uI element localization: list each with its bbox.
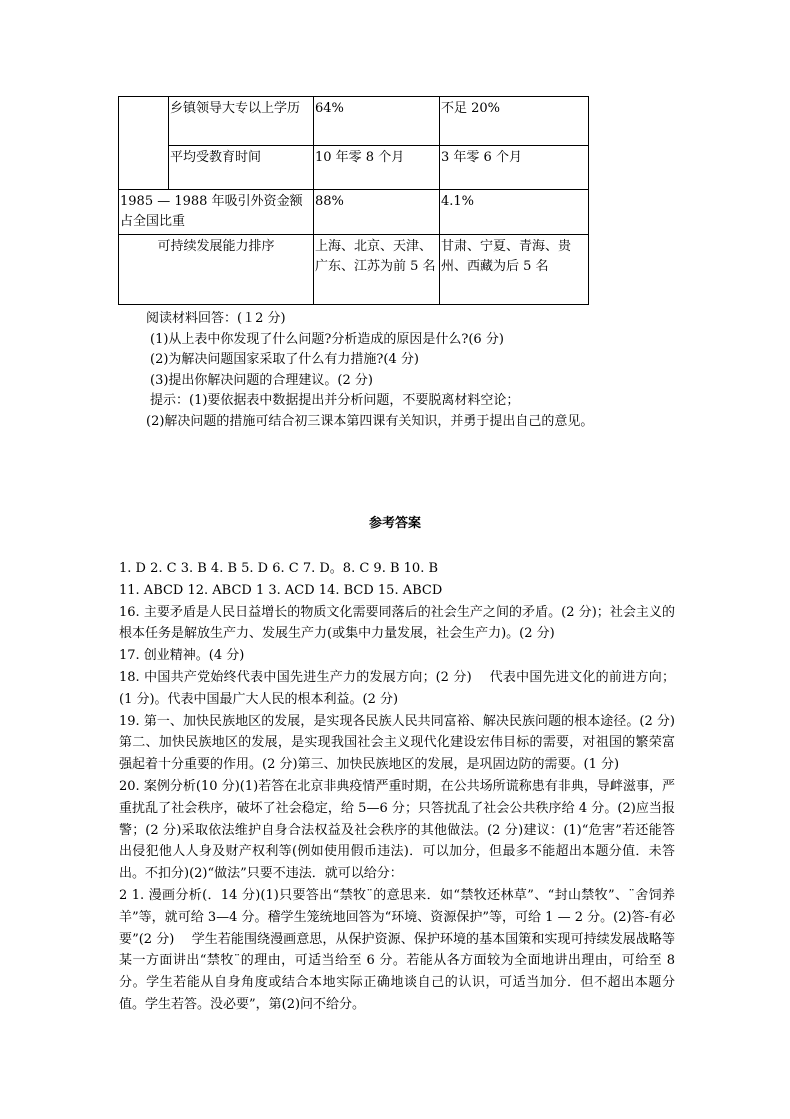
answers-title: 参考答案: [368, 516, 421, 531]
table-row: [119, 235, 589, 305]
table-cell-value-a: 10 年零 8 个月: [314, 146, 440, 190]
table-cell-item: 乡镇领导大专以上学历: [169, 97, 314, 146]
questions-lead: 阅读材料回答：(１2 分): [146, 311, 286, 326]
table-cell-value-b: 甘肃、宁夏、青海、贵州、西藏为后 5 名: [440, 235, 589, 305]
questions-block: [146, 309, 666, 432]
answer-line: 2 1. 漫画分析(．14 分)(1)只要答出“禁牧¨的意思来．如“禁牧还林草”、“封山禁牧”、¨舍饲养羊”等，就可给 3—4 分。稽学生笼统地回答为“环境、资源保护”等，可给 1 — 2 分。(2)答-有必要”(2 分) 学生若能围绕漫画意思，从保护资源、保护环境的基本国策和实现可持续发展战略等某一方面讲出“禁牧¨的理由，可适当给至 6 分。若能从各方面较为全面地讲出理由，可给至 8 分。学生若能从自身角度或结合本地实际正确地谈自己的认识，可适当加分．但不超出本题分值。学生若答。没必要”，第(2)问不给分。: [119, 887, 675, 1012]
table-cell-value-a: 上海、北京、天津、广东、江苏为前 5 名: [314, 235, 440, 305]
answer-line: 16. 主要矛盾是人民日益增长的物质文化需要同落后的社会生产之间的矛盾。(2 分)；社会主义的根本任务是解放生产力、发展生产力(或集中力量发展，社会生产力)。(2 分): [119, 604, 675, 642]
table-cell-value-a: 64%: [314, 97, 440, 146]
data-table: [118, 96, 589, 305]
table-row: [119, 146, 589, 190]
table-cell-value-b: 不足 20%: [440, 97, 589, 146]
answer-line: 18. 中国共产党始终代表中国先进生产力的发展方向；(2 分) 代表中国先进文化的前进方向；(1 分)。代表中国最广大人民的根本利益。(2 分): [119, 669, 675, 707]
table-cell-item: 平均受教育时间: [169, 146, 314, 190]
table-cell-value-b: 3 年零 6 个月: [440, 146, 589, 190]
answers-block: [119, 558, 693, 1016]
answer-line: 20. 案例分析(10 分)(1)若答在北京非典疫情严重时期，在公共场所谎称患有非典，导衅滋事，严重扰乱了社会秩序，破坏了社会稳定，给 5—6 分；只答扰乱了社会公共秩序给 4 分。(2)应当报警；(2 分)采取依法维护自身合法权益及社会秩序的其他做法。(2 分)建议：(1)“危害”若还能答出侵犯他人人身及财产权利等(例如使用假币违法)．可以加分，但最多不能超出本题分值．未答出。不扣分)(2)“做法”只要不违法．就可以给分：: [119, 778, 675, 882]
hint-2: (2)解决问题的措施可结合初三课本第四课有关知识，并勇于提出自己的意见。: [146, 413, 594, 429]
question-1: (1)从上表中你发现了什么问题?分析造成的原因是什么?(6 分): [150, 331, 504, 347]
table-cell-item: 可持续发展能力排序: [119, 235, 314, 305]
question-3: (3)提出你解决问题的合理建议。(2 分): [150, 372, 373, 388]
table-cell-value-b: 4.1%: [440, 190, 589, 235]
answer-line: 19. 第一、加快民族地区的发展，是实现各民族人民共同富裕、解决民族问题的根本途径。(2 分) 第二、加快民族地区的发展，是实现我国社会主义现代化建设宏伟目标的需要，对祖国的繁荣富强起着十分重要的作用。(2 分)第三、加快民族地区的发展，是巩固边防的需要。(1 分): [119, 713, 693, 773]
table-row: [119, 97, 589, 146]
table-row: [119, 190, 589, 235]
table-cell-value-a: 88%: [314, 190, 440, 235]
table-cell-category: [119, 97, 169, 190]
hint-1: 提示：(1)要依据表中数据提出并分析问题，不要脱离材料空论；: [150, 393, 520, 408]
question-2: (2)为解决问题国家采取了什么有力措施?(4 分): [150, 352, 419, 367]
table-cell-item: 1985 — 1988 年吸引外资金额占全国比重: [119, 190, 314, 235]
answer-line: 17. 创业精神。(4 分): [119, 648, 245, 664]
answer-line: 1. D 2. C 3. B 4. B 5. D 6. C 7. D。8. C 9. B 10. B: [119, 561, 439, 576]
answer-line: 11. ABCD 12. ABCD 1 3. ACD 14. BCD 15. ABCD: [119, 582, 443, 598]
